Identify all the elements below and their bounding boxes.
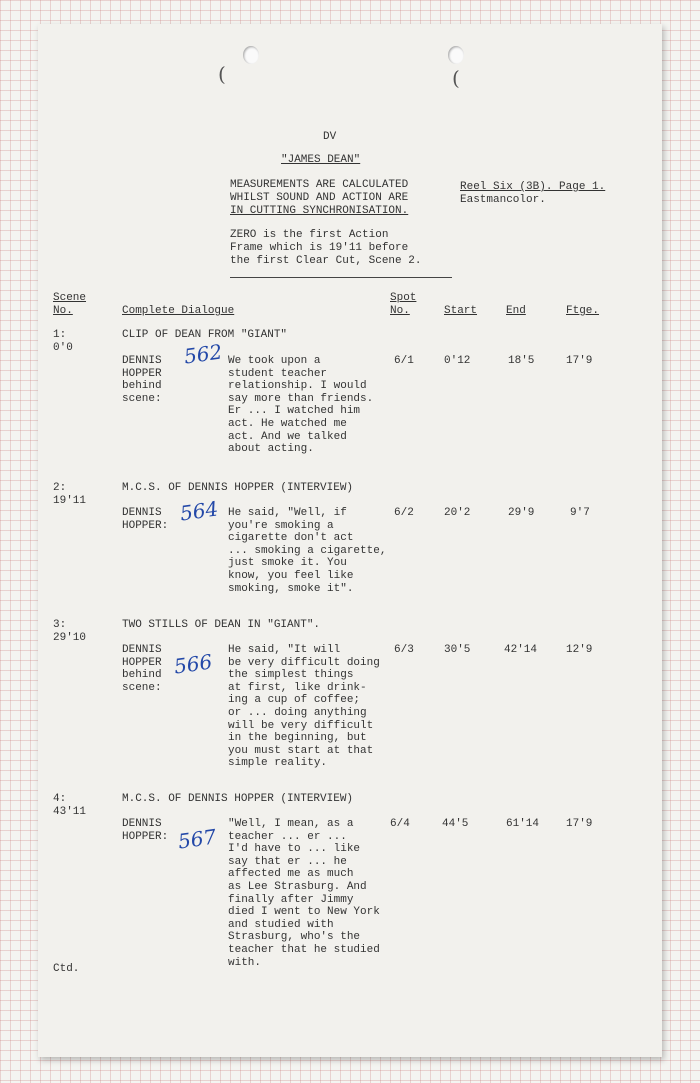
- scene-time: 0'0: [53, 342, 73, 354]
- scene-number: 3:: [53, 619, 67, 631]
- reel-info: Reel Six (3B). Page 1.: [460, 181, 606, 193]
- zero-note-line-1: ZERO is the first Action: [230, 229, 389, 241]
- scene-heading: TWO STILLS OF DEAN IN "GIANT".: [122, 619, 321, 631]
- column-header-start: Start: [444, 305, 478, 317]
- handwritten-note: 566: [172, 649, 214, 679]
- dialogue-text: He said, "It will be very difficult doing the simplest things at first, like drink- ing a cup of coffee; or ... doing anything will be very difficult in the beginning, but you must start at that simple reality.: [228, 644, 380, 770]
- scene-heading: CLIP OF DEAN FROM "GIANT": [122, 329, 288, 341]
- punch-hole-left: [243, 46, 259, 64]
- start-time: 20'2: [444, 507, 471, 519]
- dialogue-text: He said, "Well, if you're smoking a cigarette don't act ... smoking a cigarette, just smoke it. You know, you feel like smoking, smoke it".: [228, 507, 387, 595]
- header-divider: [230, 277, 452, 278]
- column-header-dialogue: Complete Dialogue: [122, 305, 235, 317]
- speaker-label: DENNIS HOPPER:: [122, 818, 169, 843]
- spot-number: 6/2: [394, 507, 414, 519]
- document-code: DV: [323, 131, 337, 143]
- punch-hole-right: [448, 46, 464, 64]
- script-page: [38, 24, 662, 1057]
- start-time: 44'5: [442, 818, 469, 830]
- column-header-scene: Scene No.: [53, 292, 87, 317]
- page-title: "JAMES DEAN": [281, 154, 361, 166]
- hole-reinforcement-mark-right: (: [452, 66, 460, 90]
- end-time: 42'14: [504, 644, 538, 656]
- zero-note-line-2: Frame which is 19'11 before: [230, 242, 409, 254]
- spot-number: 6/1: [394, 355, 414, 367]
- scene-time: 19'11: [53, 495, 87, 507]
- handwritten-note: 567: [176, 824, 218, 854]
- scene-heading: M.C.S. OF DENNIS HOPPER (INTERVIEW): [122, 482, 354, 494]
- spot-number: 6/4: [390, 818, 410, 830]
- column-header-spot: Spot No.: [390, 292, 417, 317]
- dialogue-text: "Well, I mean, as a teacher ... er ... I'd have to ... like say that er ... he affected me as much as Lee Strasburg. And finally after Jimmy died I went to New York and studied with Strasburg, who's the teacher that he studied with.: [228, 818, 380, 969]
- column-header-end: End: [506, 305, 526, 317]
- start-time: 0'12: [444, 355, 471, 367]
- dialogue-text: We took upon a student teacher relationship. I would say more than friends. Er ... I watched him act. He watched me act. And we talked about acting.: [228, 355, 374, 456]
- speaker-label: DENNIS HOPPER behind scene:: [122, 355, 162, 405]
- speaker-label: DENNIS HOPPER behind scene:: [122, 644, 162, 694]
- handwritten-note: 562: [182, 339, 224, 369]
- column-header-footage: Ftge.: [566, 305, 600, 317]
- measurements-note-line-1: MEASUREMENTS ARE CALCULATED: [230, 179, 409, 191]
- footage: 12'9: [566, 644, 593, 656]
- film-stock: Eastmancolor.: [460, 194, 546, 206]
- end-time: 61'14: [506, 818, 540, 830]
- end-time: 29'9: [508, 507, 535, 519]
- scene-number: 1:: [53, 329, 67, 341]
- footage: 9'7: [570, 507, 590, 519]
- handwritten-note: 564: [178, 496, 220, 526]
- scene-time: 29'10: [53, 632, 87, 644]
- scene-time: 43'11: [53, 806, 87, 818]
- speaker-label: DENNIS HOPPER:: [122, 507, 169, 532]
- footage: 17'9: [566, 818, 593, 830]
- continued-note: Ctd.: [53, 963, 80, 975]
- hole-reinforcement-mark-left: (: [218, 62, 226, 86]
- scene-heading: M.C.S. OF DENNIS HOPPER (INTERVIEW): [122, 793, 354, 805]
- scene-number: 4:: [53, 793, 67, 805]
- spot-number: 6/3: [394, 644, 414, 656]
- footage: 17'9: [566, 355, 593, 367]
- start-time: 30'5: [444, 644, 471, 656]
- end-time: 18'5: [508, 355, 535, 367]
- measurements-note-line-2: WHILST SOUND AND ACTION ARE: [230, 192, 409, 204]
- scene-number: 2:: [53, 482, 67, 494]
- zero-note-line-3: the first Clear Cut, Scene 2.: [230, 255, 422, 267]
- measurements-note-line-3: IN CUTTING SYNCHRONISATION.: [230, 205, 409, 217]
